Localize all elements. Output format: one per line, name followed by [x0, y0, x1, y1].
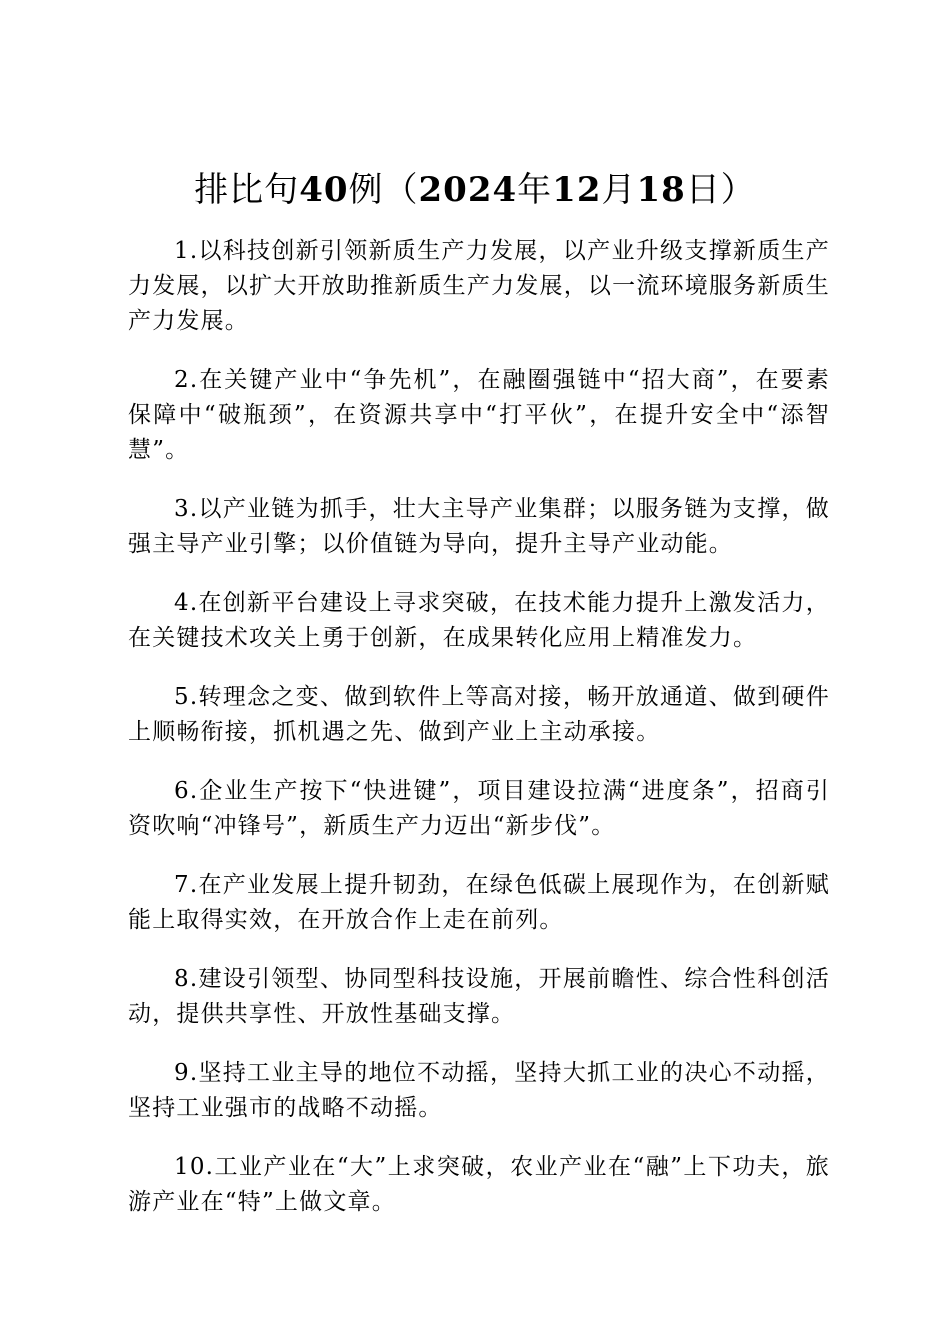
example-item-10: 10.工业产业在“大”上求突破，农业产业在“融”上下功夫，旅游产业在“特”上做文章。 — [128, 1154, 830, 1215]
document-title — [0, 168, 950, 212]
example-item-8: 8.建设引领型、协同型科技设施，开展前瞻性、综合性科创活动，提供共享性、开放性基础支撑。 — [128, 966, 830, 1027]
example-item-4: 4.在创新平台建设上寻求突破，在技术能力提升上激发活力，在关键技术攻关上勇于创新，在成果转化应用上精准发力。 — [128, 590, 830, 651]
title-day: 18 — [636, 170, 686, 210]
example-list — [128, 234, 830, 1244]
title-prefix: 排比句 — [194, 170, 300, 210]
title-month-suffix: 月 — [601, 170, 637, 210]
title-mid: 例（ — [348, 170, 419, 210]
example-item-7: 7.在产业发展上提升韧劲，在绿色低碳上展现作为，在创新赋能上取得实效，在开放合作上走在前列。 — [128, 872, 830, 933]
example-item-2: 2.在关键产业中“争先机”，在融圈强链中“招大商”，在要素保障中“破瓶颈”，在资源共享中“打平伙”，在提升安全中“添智慧”。 — [128, 367, 830, 463]
title-day-suffix: 日） — [685, 170, 756, 210]
title-year-suffix: 年 — [517, 170, 553, 210]
title-month: 12 — [552, 170, 602, 210]
title-count: 40 — [299, 170, 349, 210]
example-item-5: 5.转理念之变、做到软件上等高对接，畅开放通道、做到硬件上顺畅衔接，抓机遇之先、做到产业上主动承接。 — [128, 684, 830, 745]
example-item-3: 3.以产业链为抓手，壮大主导产业集群；以服务链为支撑，做强主导产业引擎；以价值链为导向，提升主导产业动能。 — [128, 496, 830, 557]
example-item-1: 1.以科技创新引领新质生产力发展，以产业升级支撑新质生产力发展，以扩大开放助推新质生产力发展，以一流环境服务新质生产力发展。 — [128, 238, 830, 334]
example-item-6: 6.企业生产按下“快进键”，项目建设拉满“进度条”，招商引资吹响“冲锋号”，新质生产力迈出“新步伐”。 — [128, 778, 830, 839]
example-item-9: 9.坚持工业主导的地位不动摇，坚持大抓工业的决心不动摇，坚持工业强市的战略不动摇。 — [128, 1060, 830, 1121]
title-year: 2024 — [418, 170, 518, 210]
